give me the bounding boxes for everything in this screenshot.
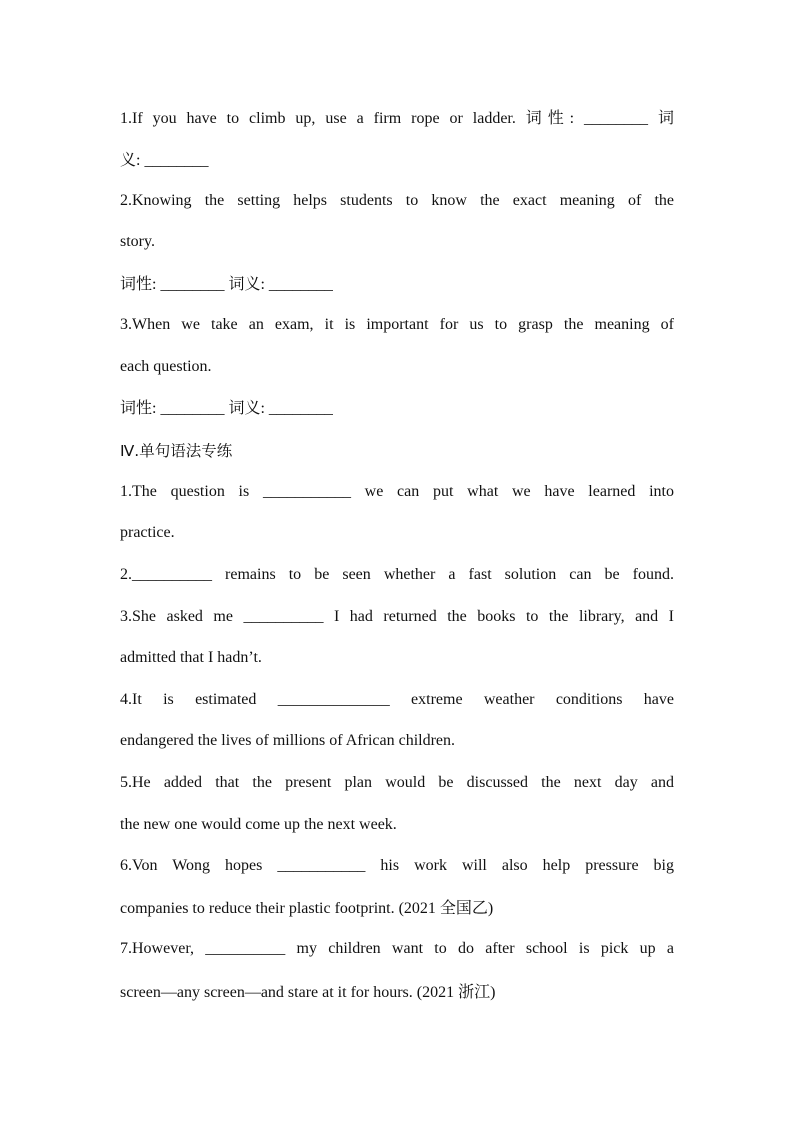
exercise-3-line-3: 词性: ________ 词义: ________: [120, 400, 333, 417]
grammar-item-7-line-2: screen—any screen—and stare at it for hours. (2021 浙江): [120, 984, 496, 1001]
exercise-2-line-2: story.: [120, 233, 155, 250]
grammar-item-4-line-2: endangered the lives of millions of African children.: [120, 732, 456, 749]
grammar-item-6-line-1: 6.Von Wong hopes ___________ his work will also help pressure big: [120, 857, 674, 874]
grammar-item-2-line-1: 2.__________ remains to be seen whether a fast solution can be found.: [120, 566, 674, 583]
exercise-1-line-1: 1.If you have to climb up, use a firm rope or ladder. 词性: ________ 词: [120, 110, 674, 127]
grammar-item-1-line-2: practice.: [120, 524, 175, 541]
grammar-item-7-line-1: 7.However, __________ my children want to do after school is pick up a: [120, 940, 674, 957]
exercise-2-line-1: 2.Knowing the setting helps students to know the exact meaning of the: [120, 192, 674, 209]
grammar-item-3-line-1: 3.She asked me __________ I had returned the books to the library, and I: [120, 608, 674, 625]
grammar-item-5-line-2: the new one would come up the next week.: [120, 816, 397, 833]
exercise-3-line-1: 3.When we take an exam, it is important for us to grasp the meaning of: [120, 316, 674, 333]
exercise-3-line-2: each question.: [120, 358, 212, 375]
grammar-item-4-line-1: 4.It is estimated ______________ extreme weather conditions have: [120, 691, 674, 708]
grammar-item-1-line-1: 1.The question is ___________ we can put what we have learned into: [120, 483, 674, 500]
grammar-item-6-line-2: companies to reduce their plastic footprint. (2021 全国乙): [120, 900, 494, 917]
exercise-2-line-3: 词性: ________ 词义: ________: [120, 276, 333, 293]
grammar-item-3-line-2: admitted that I hadn’t.: [120, 649, 262, 666]
grammar-item-5-line-1: 5.He added that the present plan would be discussed the next day and: [120, 774, 674, 791]
exercise-1-line-2: 义: ________: [120, 152, 209, 169]
section-heading: Ⅳ.单句语法专练: [120, 442, 233, 460]
